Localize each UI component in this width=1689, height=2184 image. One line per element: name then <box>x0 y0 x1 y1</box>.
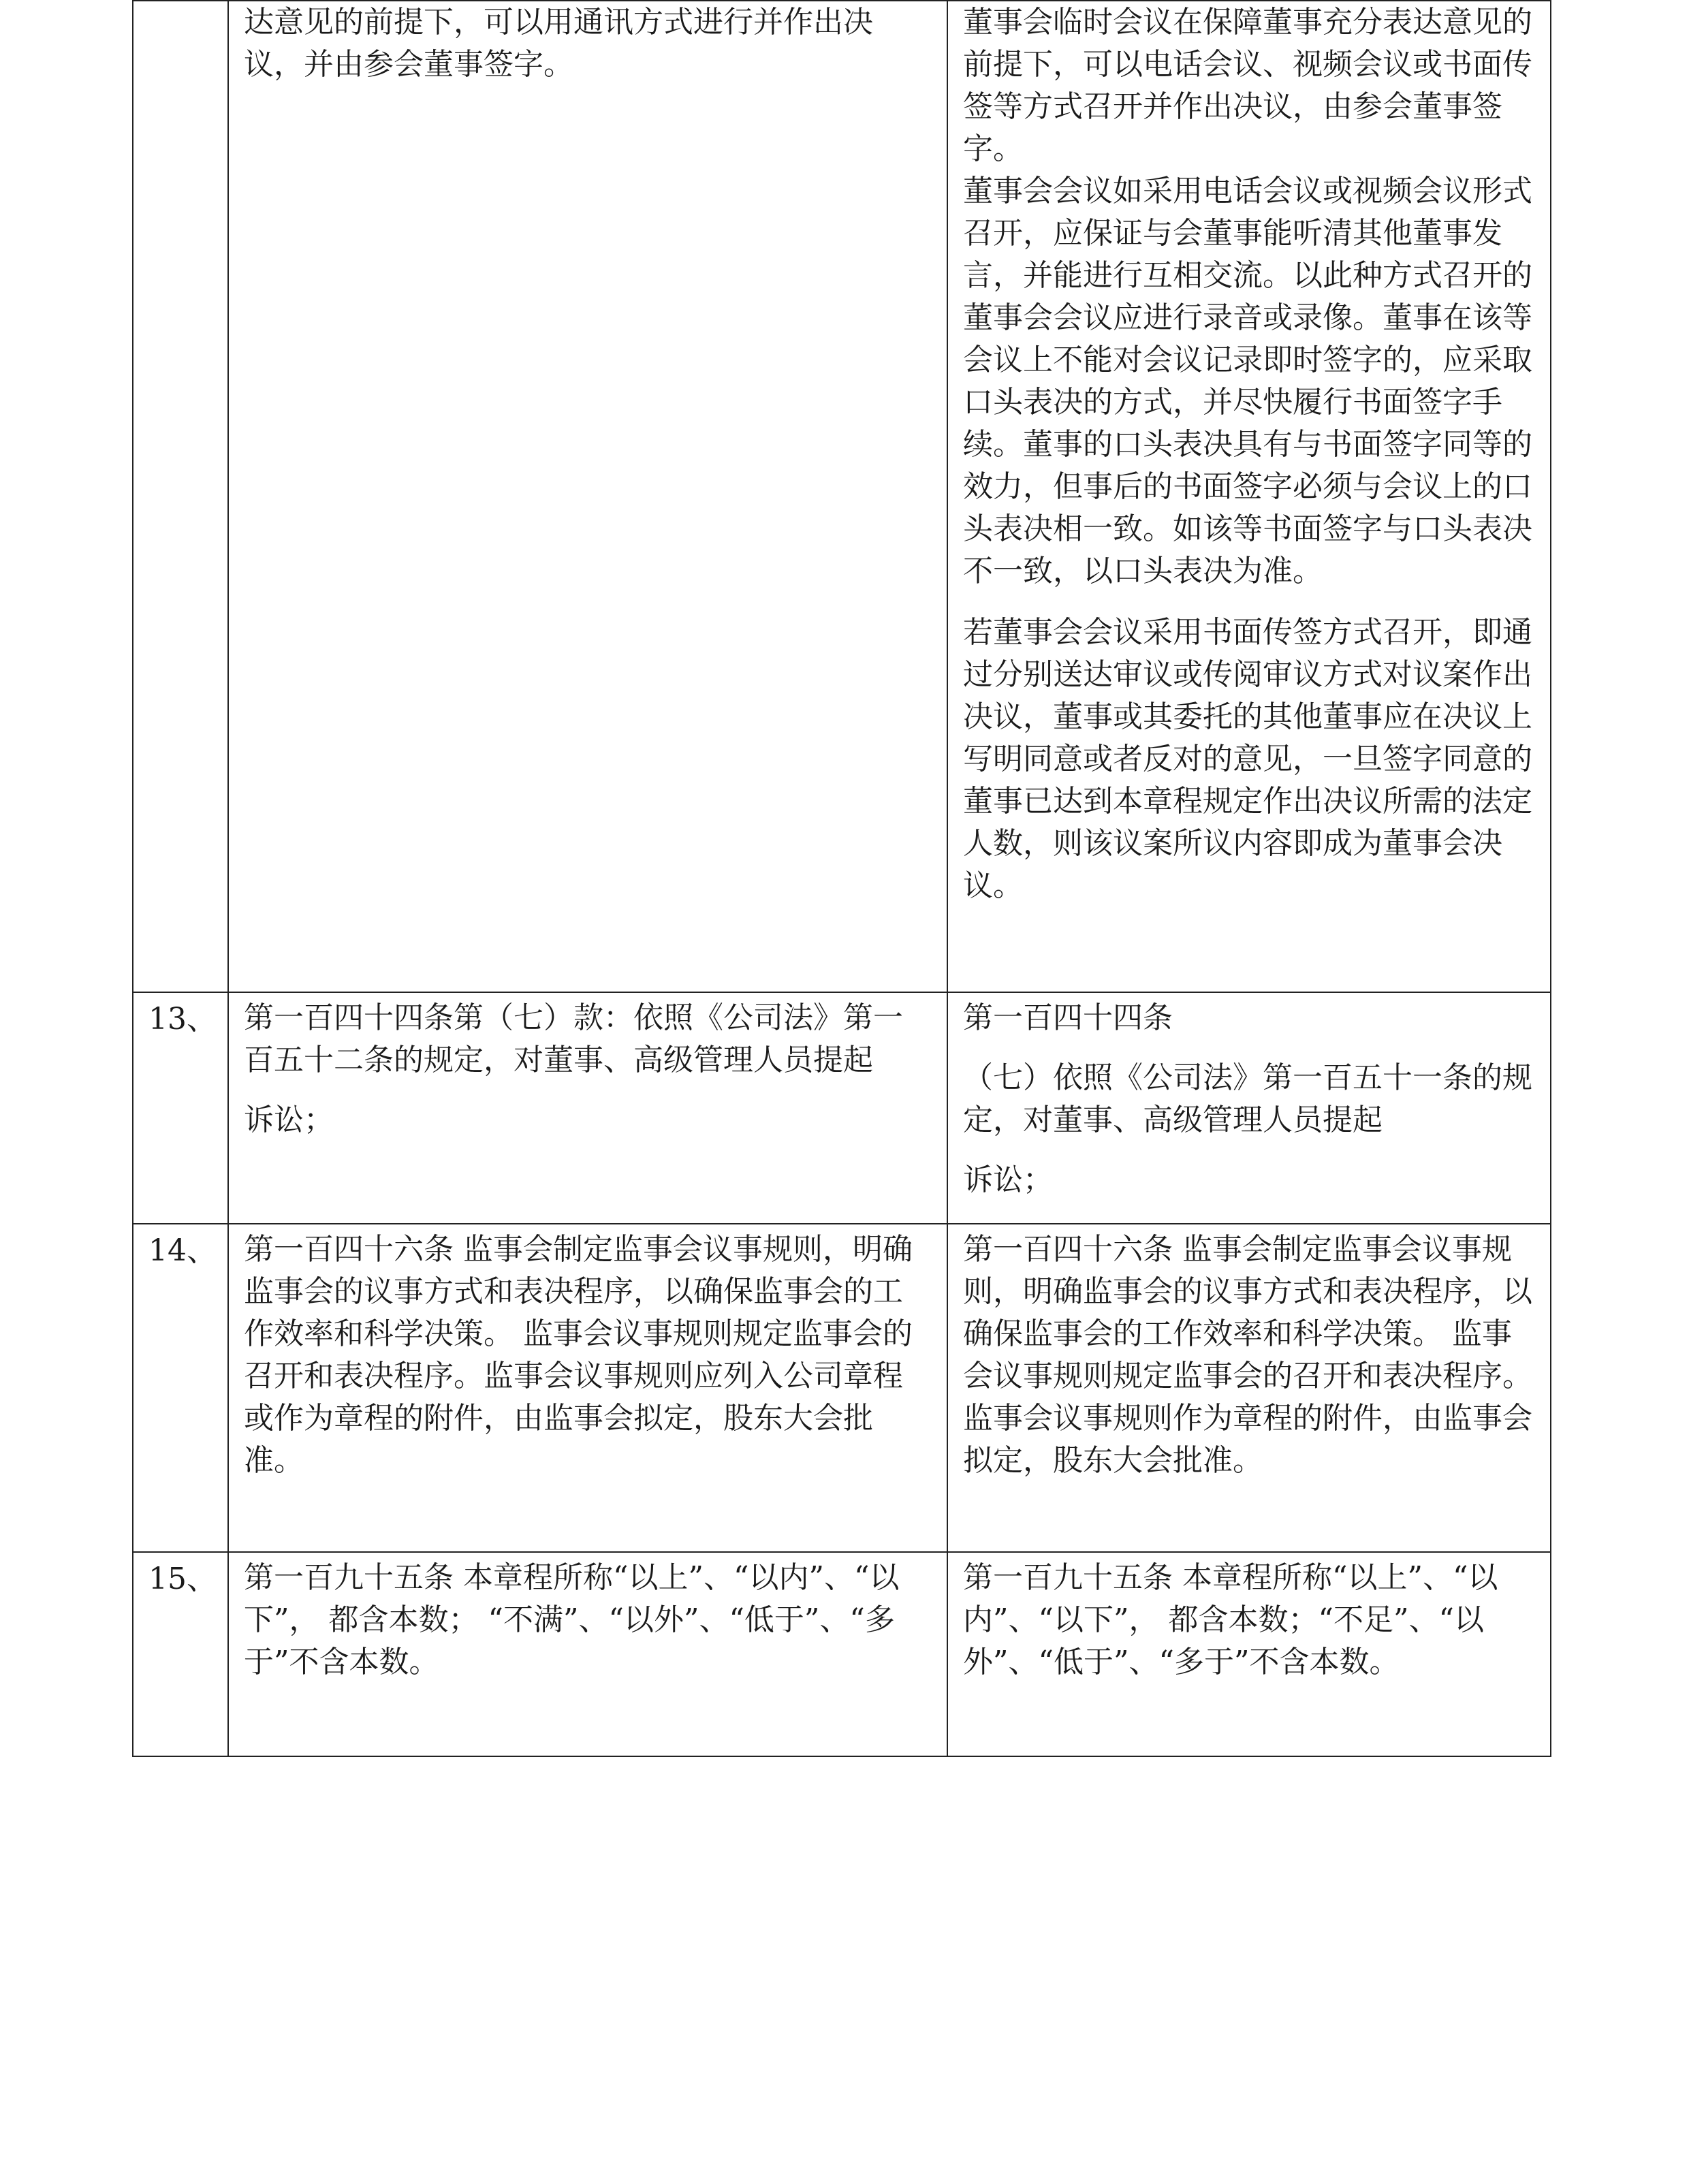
revised-clause-text: 若董事会会议采用书面传签方式召开，即通过分别送达审议或传阅审议方式对议案作出决议，董事或其委托的其他董事应在决议上写明同意或者反对的意见，一旦签字同意的董事已达到本章程规定作出决议所需的法定人数，则该议案所议内容即成为董事会决议。 <box>963 615 1532 903</box>
row-number: 13、 <box>133 992 228 1224</box>
row-number: 14、 <box>133 1224 228 1552</box>
revised-clause-cell <box>947 1 1551 992</box>
row-number: 15、 <box>133 1552 228 1756</box>
original-clause-text: 第一百四十四条第（七）款：依照《公司法》第一百五十二条的规定，对董事、高级管理人员提起 <box>244 1000 903 1077</box>
revised-clause-cell <box>947 992 1551 1224</box>
original-clause-cell <box>228 992 947 1224</box>
original-clause-cell <box>228 1 947 992</box>
table-row <box>133 1552 1551 1756</box>
revised-clause-cell <box>947 1224 1551 1552</box>
original-clause-text: 第一百四十六条 监事会制定监事会议事规则，明确监事会的议事方式和表决程序，以确保监事会的工作效率和科学决策。 监事会议事规则规定监事会的召开和表决程序。监事会议事规则应列入公司章程或作为章程的附件，由监事会拟定，股东大会批准。 <box>244 1232 913 1478</box>
revised-clause-text: 诉讼； <box>963 1162 1053 1197</box>
revised-clause-text: 董事会会议如采用电话会议或视频会议形式召开，应保证与会董事能听清其他董事发言，并能进行互相交流。以此种方式召开的董事会会议应进行录音或录像。董事在该等会议上不能对会议记录即时签字的，应采取口头表决的方式，并尽快履行书面签字手续。董事的口头表决具有与书面签字同等的效力，但事后的书面签字必须与会议上的口头表决相一致。如该等书面签字与口头表决不一致，以口头表决为准。 <box>963 174 1532 588</box>
revised-clause-text: 第一百九十五条 本章程所称“以上”、“以内”、“以下”， 都含本数；“不足”、“以外”、“低于”、“多于”不含本数。 <box>963 1560 1498 1679</box>
original-clause-cell <box>228 1552 947 1756</box>
table-row <box>133 1224 1551 1552</box>
original-clause-text: 达意见的前提下，可以用通讯方式进行并作出决议，并由参会董事签字。 <box>244 5 873 82</box>
row-number <box>133 1 228 992</box>
table-row <box>133 992 1551 1224</box>
revised-clause-text: 第一百四十六条 监事会制定监事会议事规则，明确监事会的议事方式和表决程序，以确保监事会的工作效率和科学决策。 监事会议事规则规定监事会的召开和表决程序。监事会议事规则作为章程的附件，由监事会拟定，股东大会批准。 <box>963 1232 1532 1478</box>
revised-clause-text: （七）依照《公司法》第一百五十一条的规定，对董事、高级管理人员提起 <box>963 1060 1532 1137</box>
amendment-comparison-table <box>132 0 1551 1757</box>
original-clause-cell <box>228 1224 947 1552</box>
original-clause-text: 诉讼； <box>244 1103 334 1137</box>
table-row <box>133 1 1551 992</box>
revised-clause-cell <box>947 1552 1551 1756</box>
original-clause-text: 第一百九十五条 本章程所称“以上”、“以内”、“以下”， 都含本数； “不满”、“以外”、“低于”、“多于”不含本数。 <box>244 1560 900 1679</box>
revised-clause-text: 董事会临时会议在保障董事充分表达意见的前提下，可以电话会议、视频会议或书面传签等方式召开并作出决议，由参会董事签字。 <box>963 5 1532 166</box>
revised-clause-text: 第一百四十四条 <box>963 1000 1173 1035</box>
